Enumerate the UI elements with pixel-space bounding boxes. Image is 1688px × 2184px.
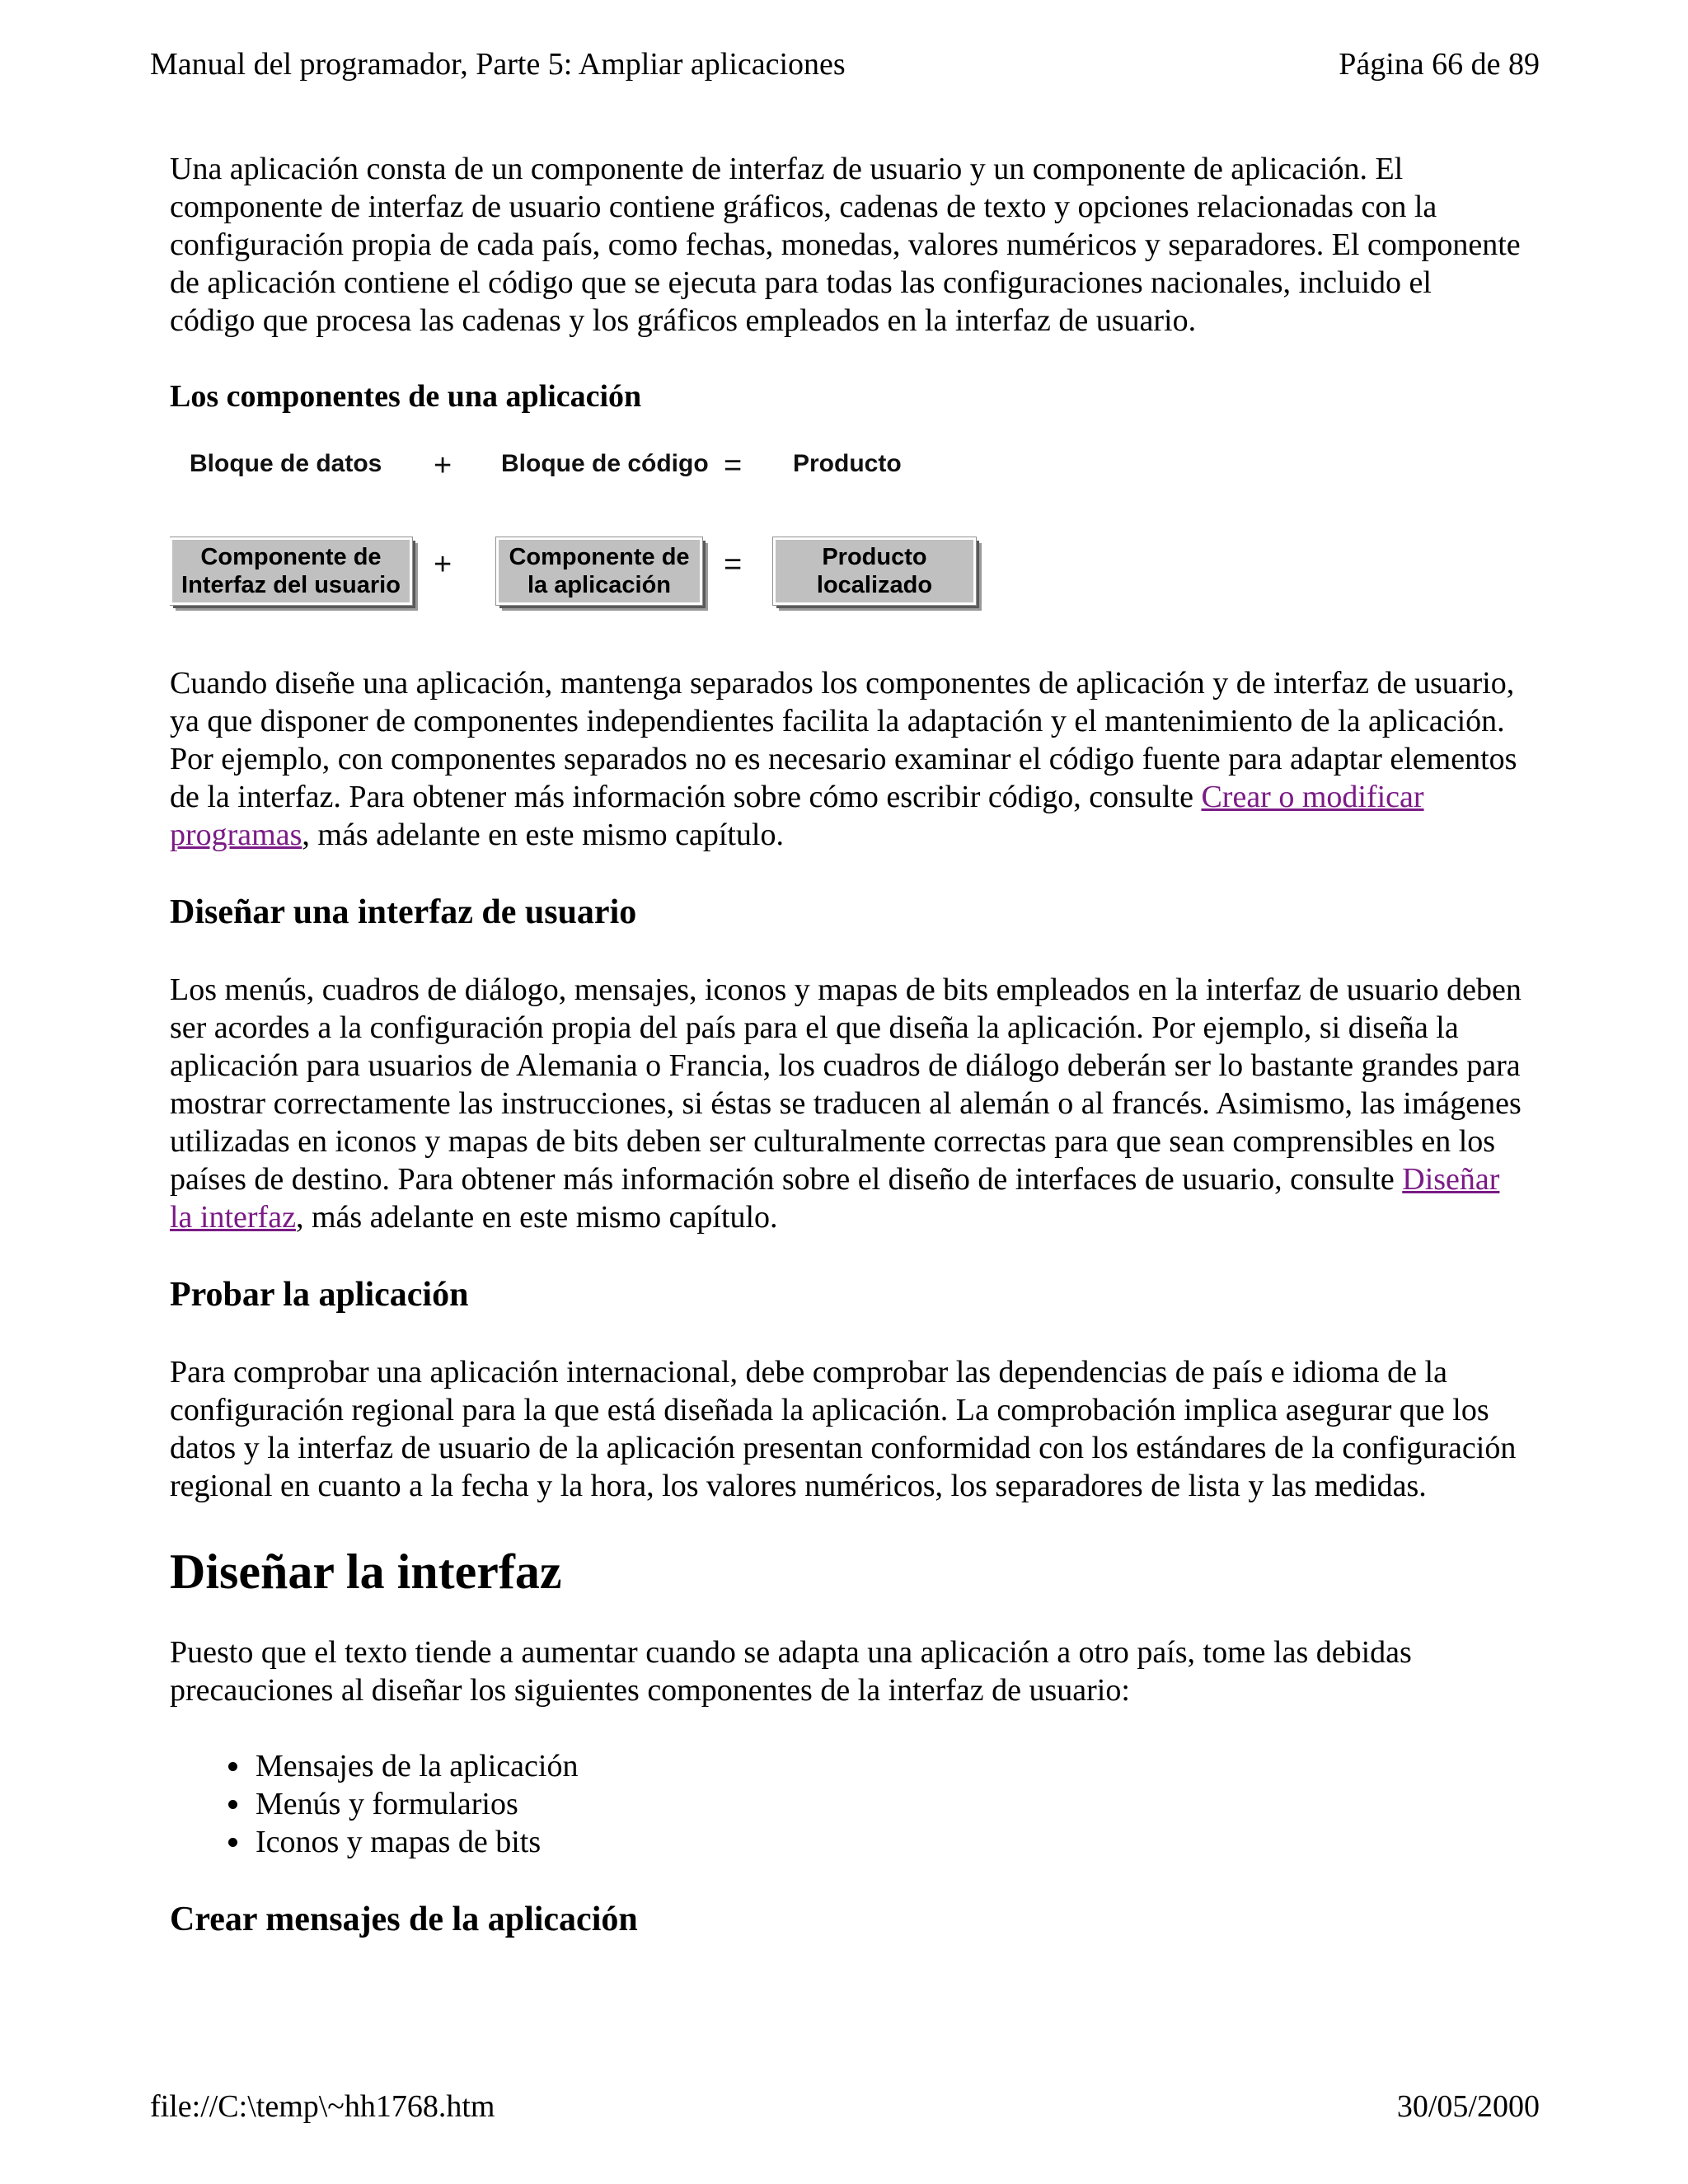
ui-design-paragraph bbox=[170, 971, 1522, 1236]
page-header bbox=[150, 46, 1540, 96]
list-item: • Mensajes de la aplicación bbox=[252, 1747, 1522, 1785]
app-component-line2: la aplicación bbox=[527, 572, 672, 598]
ui-component-line2: Interfaz del usuario bbox=[181, 572, 401, 598]
equals-sign: = bbox=[724, 448, 743, 483]
ui-component-line1: Componente de bbox=[200, 544, 382, 570]
components-list bbox=[170, 1747, 1522, 1861]
text-run: Cuando diseñe una aplicación, mantenga separados los componentes de aplicación y de interfaz de usuario, ya que disponer de componentes independientes facilita la adaptación y el mantenimiento de la aplicación. Por ejemplo, con componentes separados no es necesario examinar el código fuente para adaptar elementos de la interfaz. Para obtener más información sobre cómo escribir código, consulte bbox=[170, 666, 1517, 814]
text-run: , más adelante en este mismo capítulo. bbox=[302, 818, 784, 852]
testing-paragraph: Para comprobar una aplicación internacional, debe comprobar las dependencias de país e idioma de la configuración regional para la que está diseñada la aplicación. La comprobación implica asegurar que los datos y la interfaz de usuario de la aplicación presentan conformidad con los estándares de la configuración regional en cuanto a la fecha y la hora, los valores numéricos, los separadores de lista y las medidas. bbox=[170, 1355, 1517, 1503]
components-diagram bbox=[170, 443, 994, 625]
heading-probar-aplicacion: Probar la aplicación bbox=[170, 1276, 469, 1314]
page-footer bbox=[150, 2088, 1540, 2138]
heading-crear-mensajes: Crear mensajes de la aplicación bbox=[170, 1900, 638, 1938]
plus-sign: + bbox=[434, 448, 452, 483]
separation-paragraph bbox=[170, 664, 1522, 854]
figure-title: Los componentes de una aplicación bbox=[170, 379, 642, 414]
document-body bbox=[170, 150, 1522, 2008]
data-block-label: Bloque de datos bbox=[190, 450, 382, 477]
localized-product-box bbox=[773, 537, 976, 605]
text-run: , más adelante en este mismo capítulo. bbox=[295, 1200, 778, 1235]
app-component-line1: Componente de bbox=[509, 544, 690, 570]
link-crear-modificar-programas[interactable]: Crear o modificar programas bbox=[170, 780, 1424, 852]
intro-paragraph: Una aplicación consta de un componente de interfaz de usuario y un componente de aplicación. El componente de interfaz de usuario contiene gráficos, cadenas de texto y opciones relacionadas con la configuración propia de cada país, como fechas, monedas, valores numéricos y separadores. El componente de aplicación contiene el código que se ejecuta para todas las configuraciones nacionales, incluido el código que procesa las cadenas y los gráficos empleados en la interfaz de usuario. bbox=[170, 152, 1521, 338]
chapter-intro-paragraph: Puesto que el texto tiende a aumentar cuando se adapta una aplicación a otro país, tome las debidas precauciones al diseñar los siguientes componentes de la interfaz de usuario: bbox=[170, 1635, 1412, 1708]
list-item: • Iconos y mapas de bits bbox=[252, 1823, 1522, 1861]
list-item: • Menús y formularios bbox=[252, 1785, 1522, 1823]
text-run: Los menús, cuadros de diálogo, mensajes, iconos y mapas de bits empleados en la interfaz de usuario deben ser acordes a la configuración propia del país para el que diseña la aplicación. Por ejemplo, si diseña la aplicación para usuarios de Alemania o Francia, los cuadros de diálogo deberán ser lo bastante grandes para mostrar correctamente las instrucciones, si éstas se traducen al alemán o al francés. Asimismo, las imágenes utilizadas en iconos y mapas de bits deben ser culturalmente correctas para que sean comprensibles en los países de destino. Para obtener más información sobre el diseño de interfaces de usuario, consulte bbox=[170, 972, 1522, 1197]
heading-disenar-interfaz-usuario: Diseñar una interfaz de usuario bbox=[170, 893, 637, 931]
page-number: Página 66 de 89 bbox=[1339, 47, 1540, 82]
file-path: file://C:\temp\~hh1768.htm bbox=[150, 2089, 495, 2124]
product-label: Producto bbox=[793, 450, 902, 477]
localized-product-line2: localizado bbox=[816, 572, 933, 598]
equals-sign: = bbox=[724, 547, 743, 582]
print-date: 30/05/2000 bbox=[1396, 2089, 1540, 2124]
ui-component-box bbox=[170, 537, 412, 605]
plus-sign: + bbox=[434, 547, 452, 582]
localized-product-line1: Producto bbox=[822, 544, 927, 570]
document-title: Manual del programador, Parte 5: Ampliar aplicaciones bbox=[150, 47, 846, 82]
code-block-label: Bloque de código bbox=[501, 450, 709, 477]
app-component-box bbox=[496, 537, 702, 605]
link-disenar-la-interfaz[interactable]: Diseñar la interfaz bbox=[170, 1162, 1500, 1235]
chapter-heading: Diseñar la interfaz bbox=[170, 1544, 562, 1599]
